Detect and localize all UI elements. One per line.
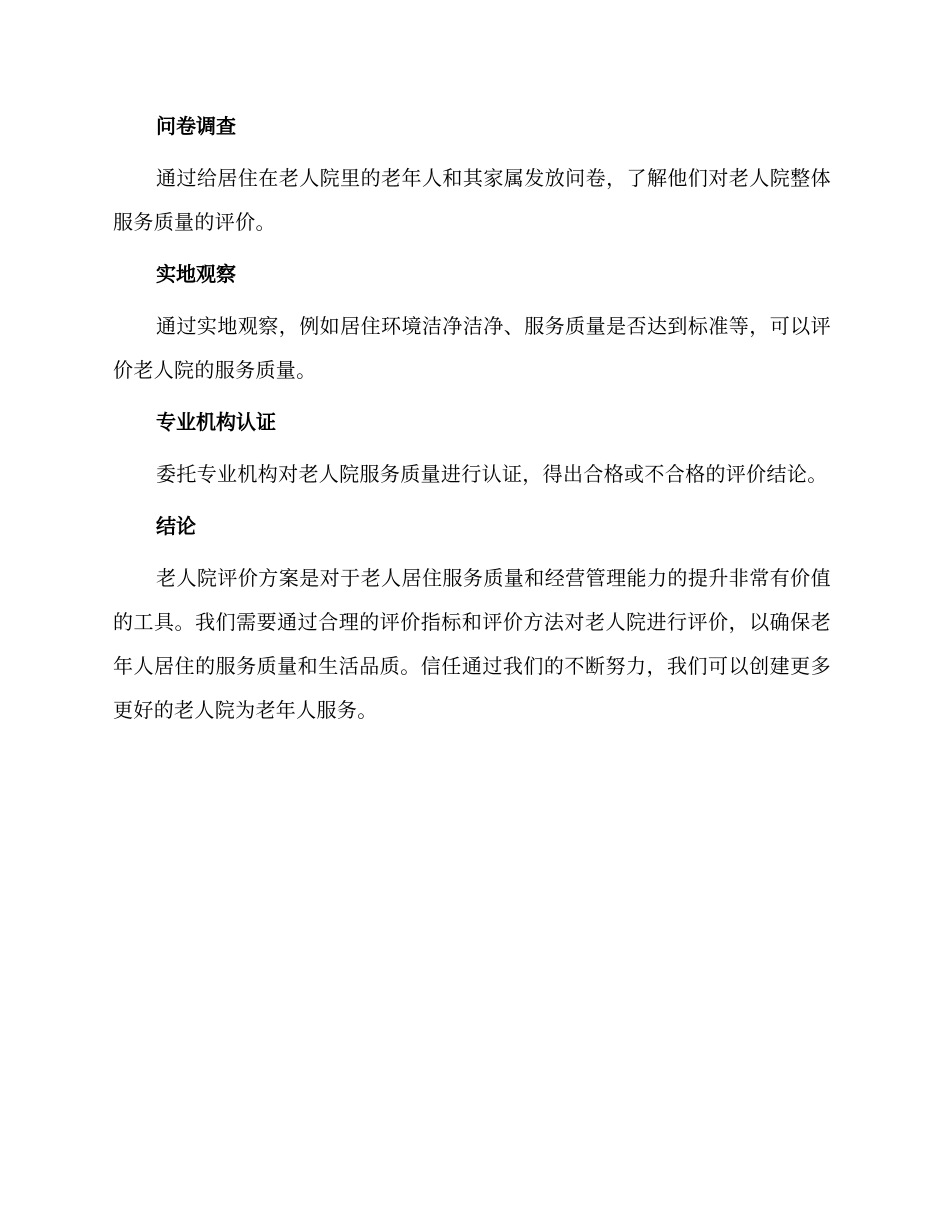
section-heading-conclusion: 结论 [156,514,196,538]
section-body-questionnaire: 通过给居住在老人院里的老年人和其家属发放问卷，了解他们对老人院整体服务质量的评价。 [113,166,831,234]
section-body-field-observation: 通过实地观察，例如居住环境洁净洁净、服务质量是否达到标准等，可以评价老人院的服务质量。 [113,314,831,382]
document-page [113,104,831,740]
section-body-certification: 委托专业机构对老人院服务质量进行认证，得出合格或不合格的评价结论。 [156,462,828,486]
section-heading-certification: 专业机构认证 [156,410,276,434]
section-heading-questionnaire: 问卷调查 [156,114,236,138]
section-heading-field-observation: 实地观察 [156,262,236,286]
section-body-conclusion: 老人院评价方案是对于老人居住服务质量和经营管理能力的提升非常有价值的工具。我们需要通过合理的评价指标和评价方法对老人院进行评价，以确保老年人居住的服务质量和生活品质。信任通过我们的不断努力，我们可以创建更多更好的老人院为老年人服务。 [113,566,831,722]
